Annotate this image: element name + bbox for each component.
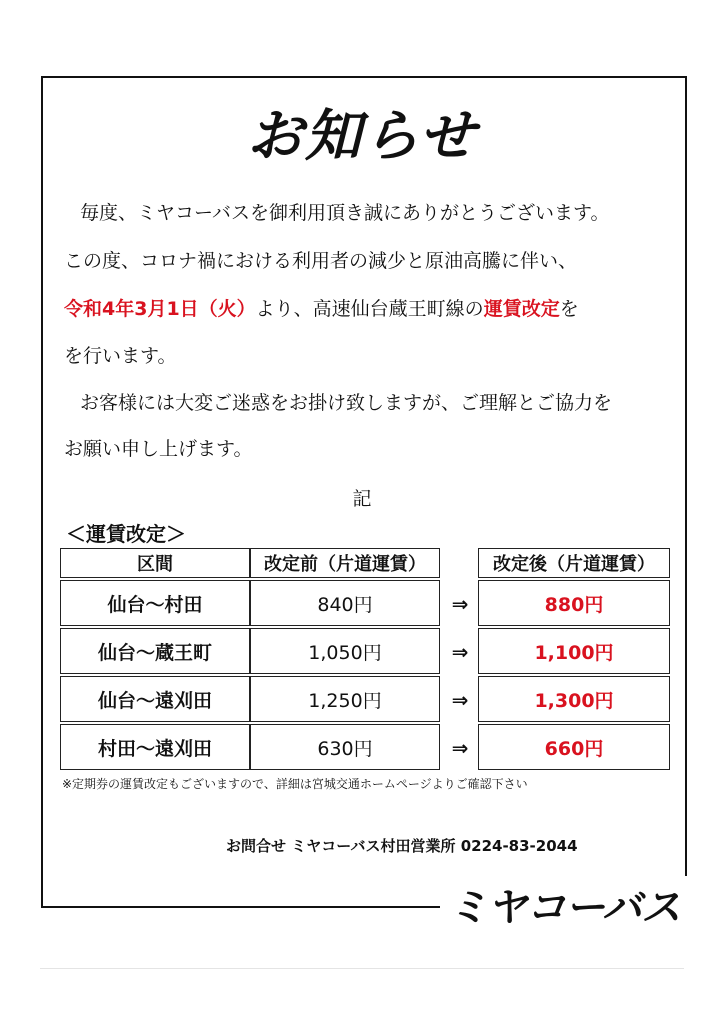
notice-title: お知らせ [246,104,478,169]
ki-label: 記 [352,488,372,510]
page-divider [40,968,684,969]
company-logo: ミヤコーバス [440,876,688,933]
fare-revision-highlight: 運賃改定 [483,298,560,320]
paragraph-reason: この度、コロナ禍における利用者の減少と原油高騰に伴い、 [64,250,578,272]
fare-before-cell: 630円 [250,724,440,770]
section-title: ＜運賃改定＞ [66,522,186,546]
effective-date: 令和4年3月1日（火） [64,298,256,320]
header-before: 改定前（片道運賃） [250,548,440,578]
contact-info: お問合せ ミヤコーバス村田営業所 0224-83-2044 [226,837,578,855]
paragraph-route-text: より、高速仙台蔵王町線の [255,298,484,320]
route-cell: 村田～遠刈田 [60,724,250,770]
fare-before-cell: 1,250円 [250,676,440,722]
fare-after-cell: 1,300円 [478,676,670,722]
fare-before-cell: 1,050円 [250,628,440,674]
fare-after-cell: 660円 [478,724,670,770]
paragraph-apology: お客様には大変ご迷惑をお掛け致しますが、ご理解とご協力を [80,392,613,414]
route-cell: 仙台～村田 [60,580,250,626]
arrow-icon: ⇒ [451,688,469,712]
arrow-icon: ⇒ [451,640,469,664]
route-cell: 仙台～遠刈田 [60,676,250,722]
paragraph-particle: を [559,298,579,320]
arrow-icon: ⇒ [451,592,469,616]
paragraph-greeting: 毎度、ミヤコーバスを御利用頂き誠にありがとうございます。 [80,202,610,224]
paragraph-request: お願い申し上げます。 [64,438,253,460]
paragraph-action: を行います。 [64,345,177,367]
header-after: 改定後（片道運賃） [478,548,670,578]
paragraph-date-line [64,298,579,321]
route-cell: 仙台～蔵王町 [60,628,250,674]
header-route: 区間 [60,548,250,578]
logo-rule-left [41,906,441,908]
fare-before-cell: 840円 [250,580,440,626]
fare-after-cell: 1,100円 [478,628,670,674]
fare-after-cell: 880円 [478,580,670,626]
footnote: ※定期券の運賃改定もございますので、詳細は宮城交通ホームページよりご確認下さい [62,777,528,791]
arrow-icon: ⇒ [451,736,469,760]
